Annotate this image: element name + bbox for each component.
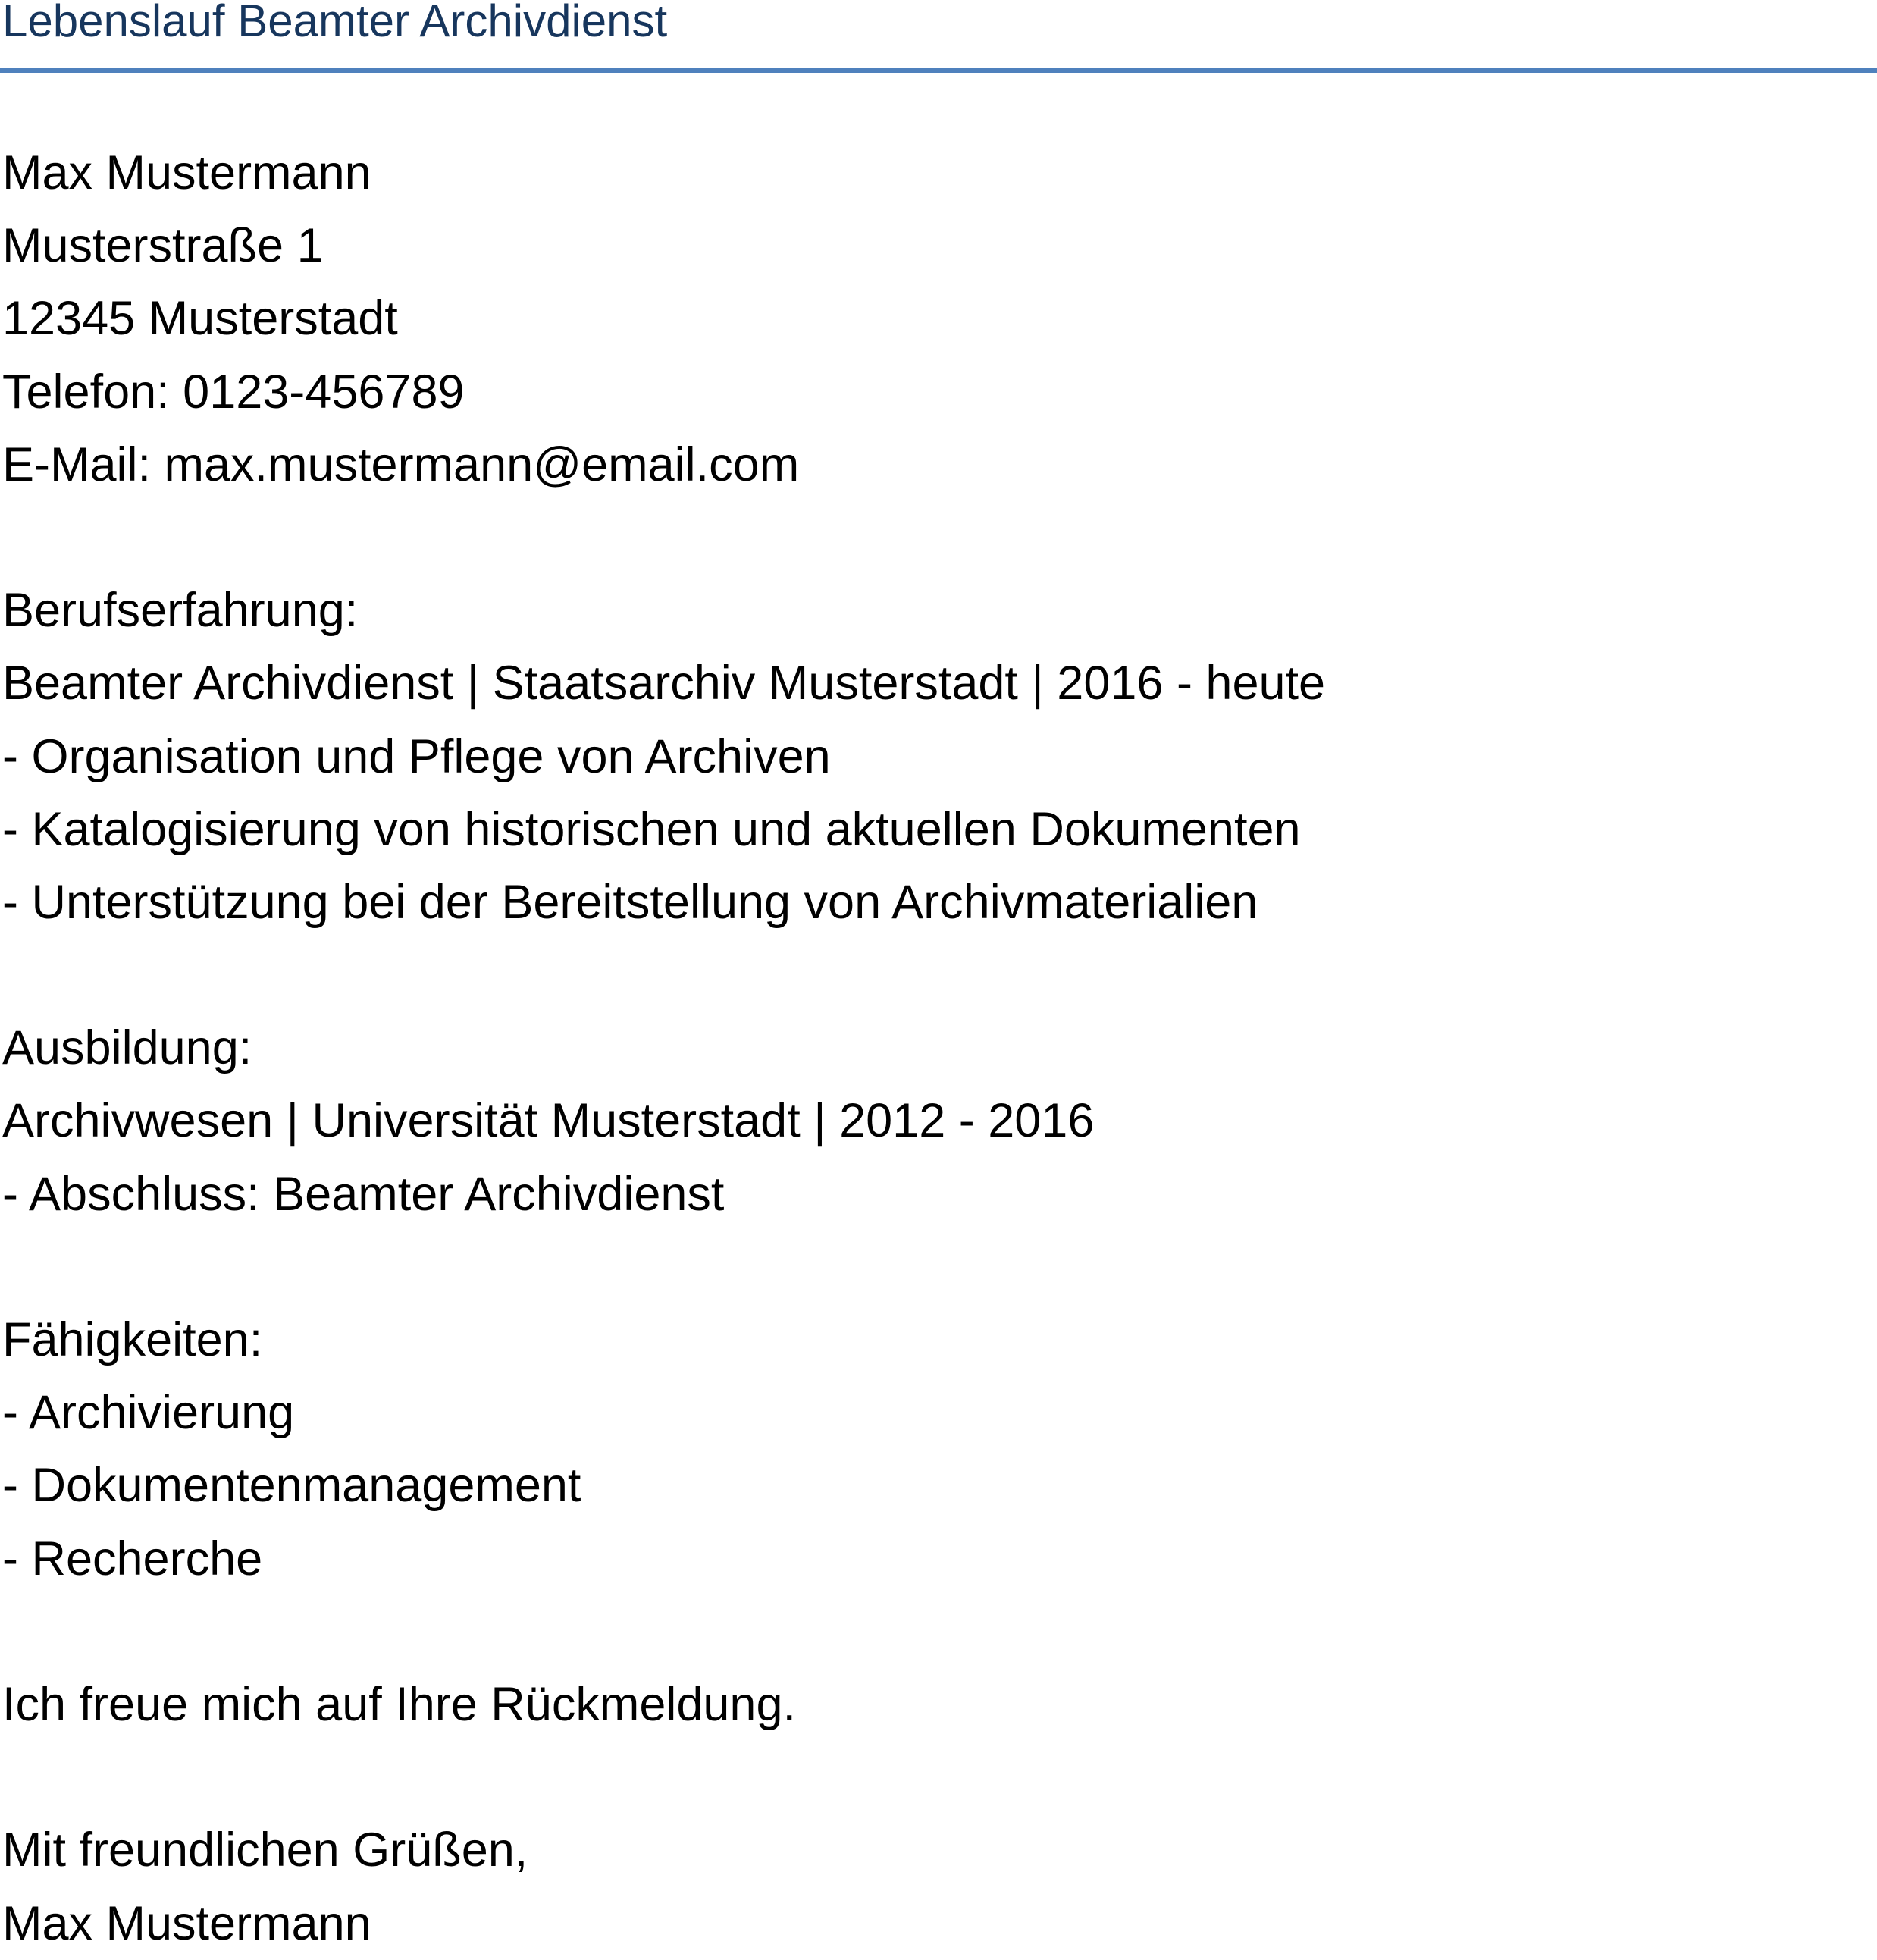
education-heading: Ausbildung: <box>2 1021 252 1075</box>
spacer <box>2 1231 1867 1303</box>
document-title: Lebenslauf Beamter Archivdienst <box>2 0 668 46</box>
experience-item: - Unterstützung bei der Bereitstellung von Archivmaterialien <box>2 875 1258 929</box>
contact-phone: Telefon: 0123-456789 <box>2 365 465 419</box>
skills-heading: Fähigkeiten: <box>2 1313 263 1366</box>
spacer <box>2 501 1867 574</box>
experience-item: - Katalogisierung von historischen und aktuellen Dokumenten <box>2 802 1301 856</box>
experience-item: - Organisation und Pflege von Archiven <box>2 729 831 783</box>
closing-greeting: Mit freundlichen Grüßen, <box>2 1824 528 1877</box>
skills-item: - Recherche <box>2 1532 263 1585</box>
spacer <box>2 1741 1867 1814</box>
contact-name: Max Mustermann <box>2 146 371 199</box>
skills-item: - Dokumentenmanagement <box>2 1459 581 1513</box>
contact-street: Musterstraße 1 <box>2 219 324 273</box>
skills-item: - Archivierung <box>2 1386 295 1440</box>
education-program: Archivwesen | Universität Musterstadt | 2012 - 2016 <box>2 1094 1095 1148</box>
title-divider <box>0 68 1877 73</box>
experience-heading: Berufserfahrung: <box>2 584 359 638</box>
experience-position: Beamter Archivdienst | Staatsarchiv Musterstadt | 2016 - heute <box>2 657 1326 710</box>
education-item: - Abschluss: Beamter Archivdienst <box>2 1167 725 1221</box>
closing-sentence: Ich freue mich auf Ihre Rückmeldung. <box>2 1677 797 1731</box>
closing-signature: Max Mustermann <box>2 1896 371 1950</box>
spacer <box>2 939 1867 1011</box>
contact-email: E-Mail: max.mustermann@email.com <box>2 437 800 491</box>
spacer <box>2 1595 1867 1668</box>
resume-body <box>2 136 1867 1960</box>
contact-city: 12345 Musterstadt <box>2 292 398 346</box>
